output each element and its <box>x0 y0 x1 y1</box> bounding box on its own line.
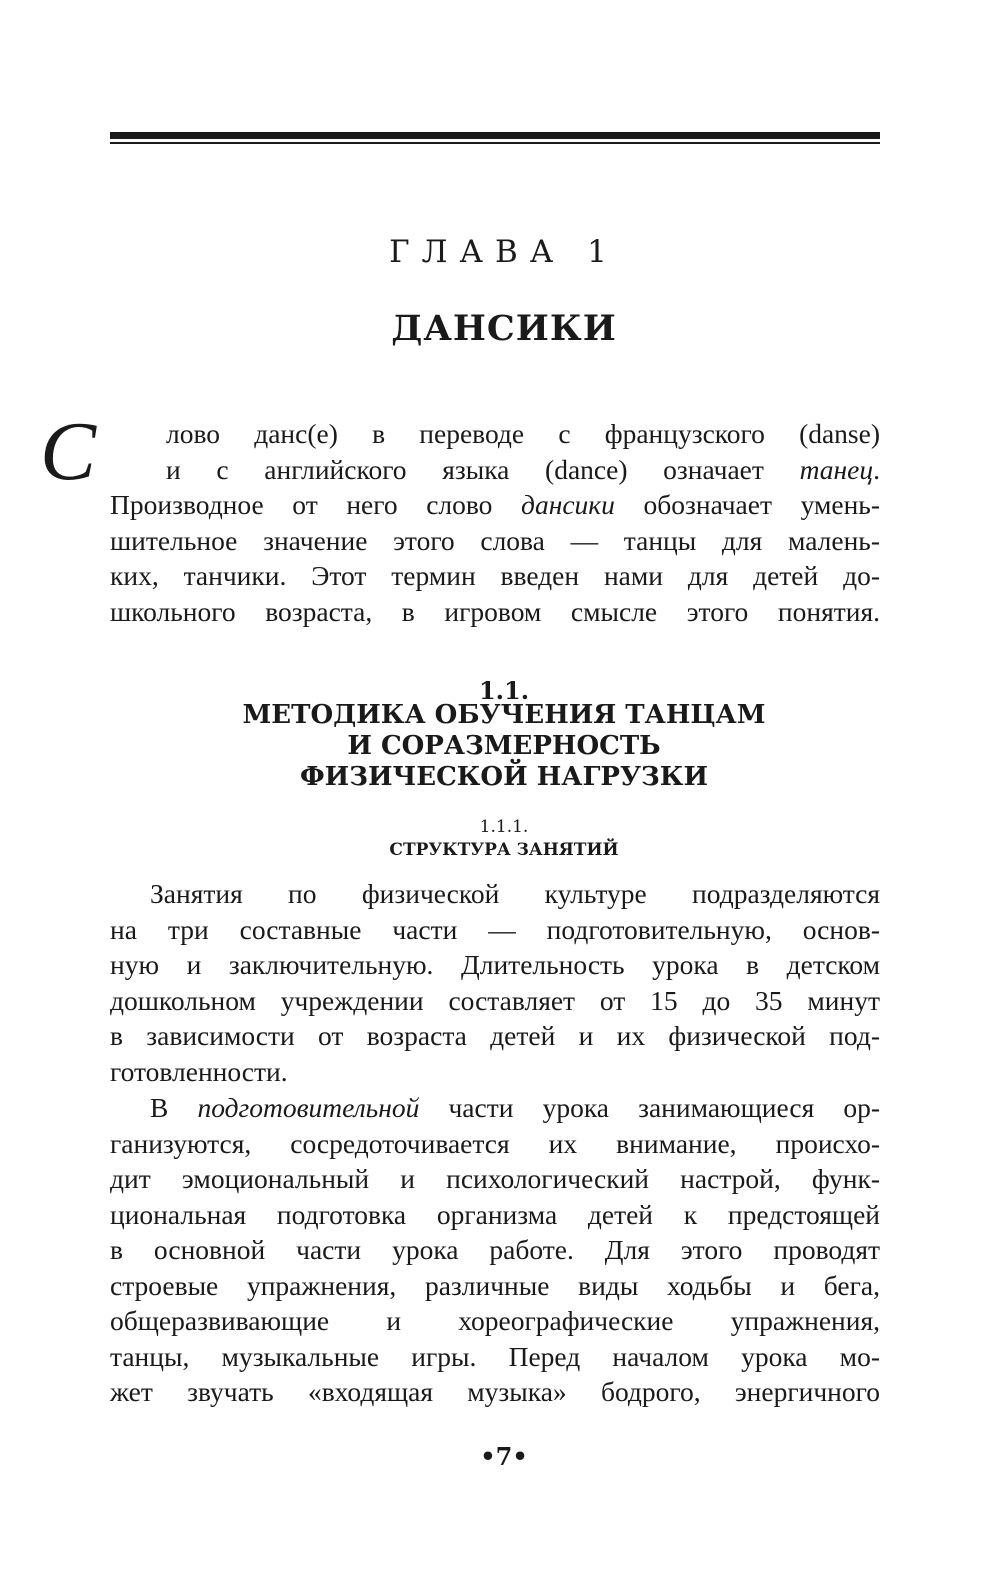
subsection-title: СТРУКТУРА ЗАНЯТИЙ <box>389 840 619 860</box>
text-line: дошкольном учреждении составляет от 15 до 35 минут <box>110 984 880 1016</box>
section-title: МЕТОДИКА ОБУЧЕНИЯ ТАНЦАМ И СОРАЗМЕРНОСТЬ ФИЗИЧЕСКОЙ НАГРУЗКИ <box>242 700 766 792</box>
paragraph-preparatory <box>110 1090 880 1410</box>
text-line: в зависимости от возраста детей и их физической под- <box>110 1020 880 1051</box>
text-line: ких, танчики. Этот термин введен нами для детей до- <box>110 560 880 591</box>
intro-paragraph <box>110 416 880 629</box>
text-line: циональная подготовка организма детей к предстоящей <box>110 1198 880 1230</box>
text-line: В подготовительной части урока занимающиеся ор- <box>150 1092 881 1123</box>
text-line: строевые упражнения, различные виды ходьбы и бега, <box>110 1269 880 1301</box>
section-number: 1.1. <box>478 676 530 705</box>
text-line: жет звучать «входящая музыка» бодрого, энергичного <box>110 1376 880 1407</box>
text-line: школьного возраста, в игровом смысле этого понятия. <box>110 595 880 627</box>
text-line: готовленности. <box>110 1055 288 1087</box>
text-line: ганизуются, сосредоточивается их внимание, происхо- <box>110 1127 880 1159</box>
text-line: и с английского языка (dance) означает танец. <box>166 453 880 485</box>
text-line: в основной части урока работе. Для этого проводят <box>110 1234 880 1265</box>
text-line: Производное от него слово дансики обозначает умень- <box>110 489 880 520</box>
text-line: Занятия по физической культуре подразделяются <box>150 878 880 909</box>
header-rule-thin <box>110 142 880 144</box>
text-line: ную и заключительную. Длительность урока в детском <box>110 949 880 980</box>
subsection-number: 1.1.1. <box>479 817 529 837</box>
chapter-label: ГЛАВА 1 <box>389 234 619 270</box>
header-rule-thick <box>110 132 880 139</box>
paragraph-structure <box>110 876 880 1089</box>
text-line: на три составные части — подготовительную, основ- <box>110 913 880 945</box>
drop-cap: С <box>40 405 97 498</box>
page-number: •7• <box>480 1442 528 1471</box>
text-line: общеразвивающие и хореографические упражнения, <box>110 1305 880 1336</box>
text-line: шительное значение этого слова — танцы для малень- <box>110 524 880 556</box>
text-line: лово данс(е) в переводе с французского (danse) <box>166 418 880 449</box>
chapter-title: ДАНСИКИ <box>391 308 617 349</box>
text-line: танцы, музыкальные игры. Перед началом урока мо- <box>110 1340 880 1372</box>
text-line: дит эмоциональный и психологический настрой, функ- <box>110 1163 880 1194</box>
